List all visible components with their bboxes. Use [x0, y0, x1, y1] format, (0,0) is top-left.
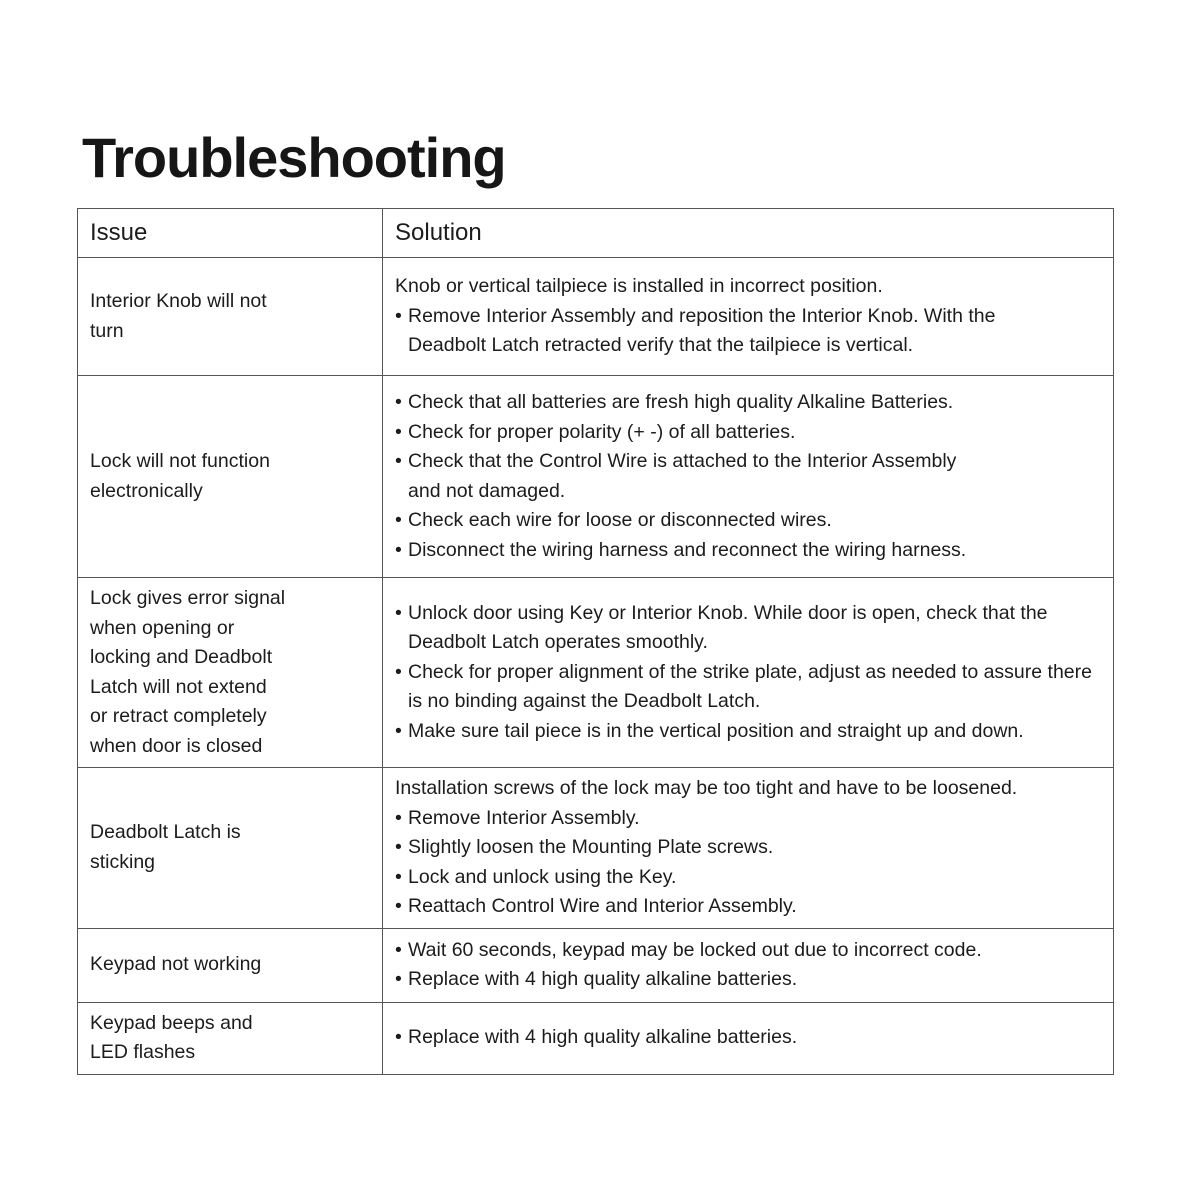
solution-bullet: • Make sure tail piece is in the vertical position and straight up and down.: [395, 717, 1101, 747]
solution-bullet: • Check that the Control Wire is attached to the Interior Assembly and not damaged.: [395, 447, 968, 506]
table-header-row: [78, 209, 1114, 258]
solution-bullet: • Check for proper alignment of the strike plate, adjust as needed to assure there is no binding against the Deadbolt Latch.: [395, 658, 1108, 717]
table-row: [78, 258, 1114, 376]
table-row: [78, 1002, 1114, 1074]
solution-bullet: • Remove Interior Assembly.: [395, 804, 1101, 834]
issue-cell: [78, 258, 383, 376]
solution-bullet: • Replace with 4 high quality alkaline batteries.: [395, 1023, 1101, 1053]
table-row: [78, 578, 1114, 768]
table-row: [78, 376, 1114, 578]
issue-text: Keypad beeps and LED flashes: [90, 1011, 253, 1063]
solution-intro: Knob or vertical tailpiece is installed in incorrect position.: [395, 275, 883, 298]
issue-text: Keypad not working: [90, 953, 262, 976]
solution-bullet: • Check that all batteries are fresh high quality Alkaline Batteries.: [395, 388, 1101, 418]
issue-cell: [78, 578, 383, 768]
page-title: Troubleshooting: [82, 126, 506, 189]
solution-bullet: • Lock and unlock using the Key.: [395, 863, 1101, 893]
solution-bullet: • Disconnect the wiring harness and reconnect the wiring harness.: [395, 536, 1101, 566]
table-row: [78, 928, 1114, 1002]
issue-cell: [78, 928, 383, 1002]
solution-bullet: • Slightly loosen the Mounting Plate screws.: [395, 833, 1101, 863]
solution-bullet: • Remove Interior Assembly and reposition the Interior Knob. With the Deadbolt Latch retracted verify that the tailpiece is vertical.: [395, 302, 998, 361]
solution-cell: [383, 1002, 1114, 1074]
table-row: [78, 768, 1114, 929]
issue-cell: [78, 768, 383, 929]
solution-cell: [383, 768, 1114, 929]
solution-bullet: • Replace with 4 high quality alkaline batteries.: [395, 965, 1101, 995]
solution-bullet: • Reattach Control Wire and Interior Assembly.: [395, 892, 1101, 922]
issue-column-header: Issue: [78, 209, 383, 258]
solution-bullet: • Wait 60 seconds, keypad may be locked out due to incorrect code.: [395, 936, 1101, 966]
issue-text: Lock gives error signal when opening or locking and Deadbolt Latch will not extend or retract completely when door is closed: [90, 587, 286, 757]
solution-column-header: Solution: [383, 209, 1114, 258]
issue-text: Lock will not function electronically: [90, 450, 270, 502]
issue-cell: [78, 1002, 383, 1074]
solution-cell: [383, 376, 1114, 578]
solution-cell: [383, 578, 1114, 768]
solution-bullet: • Check for proper polarity (+ -) of all batteries.: [395, 418, 1101, 448]
solution-cell: [383, 928, 1114, 1002]
issue-text: Interior Knob will not turn: [90, 290, 267, 342]
solution-bullet: • Check each wire for loose or disconnected wires.: [395, 506, 1101, 536]
issue-cell: [78, 376, 383, 578]
solution-cell: [383, 258, 1114, 376]
issue-text: Deadbolt Latch is sticking: [90, 821, 241, 873]
solution-bullet: • Unlock door using Key or Interior Knob. While door is open, check that the Deadbolt Latch operates smoothly.: [395, 599, 1108, 658]
troubleshooting-table: [77, 208, 1114, 1075]
solution-intro: Installation screws of the lock may be too tight and have to be loosened.: [395, 777, 1018, 799]
